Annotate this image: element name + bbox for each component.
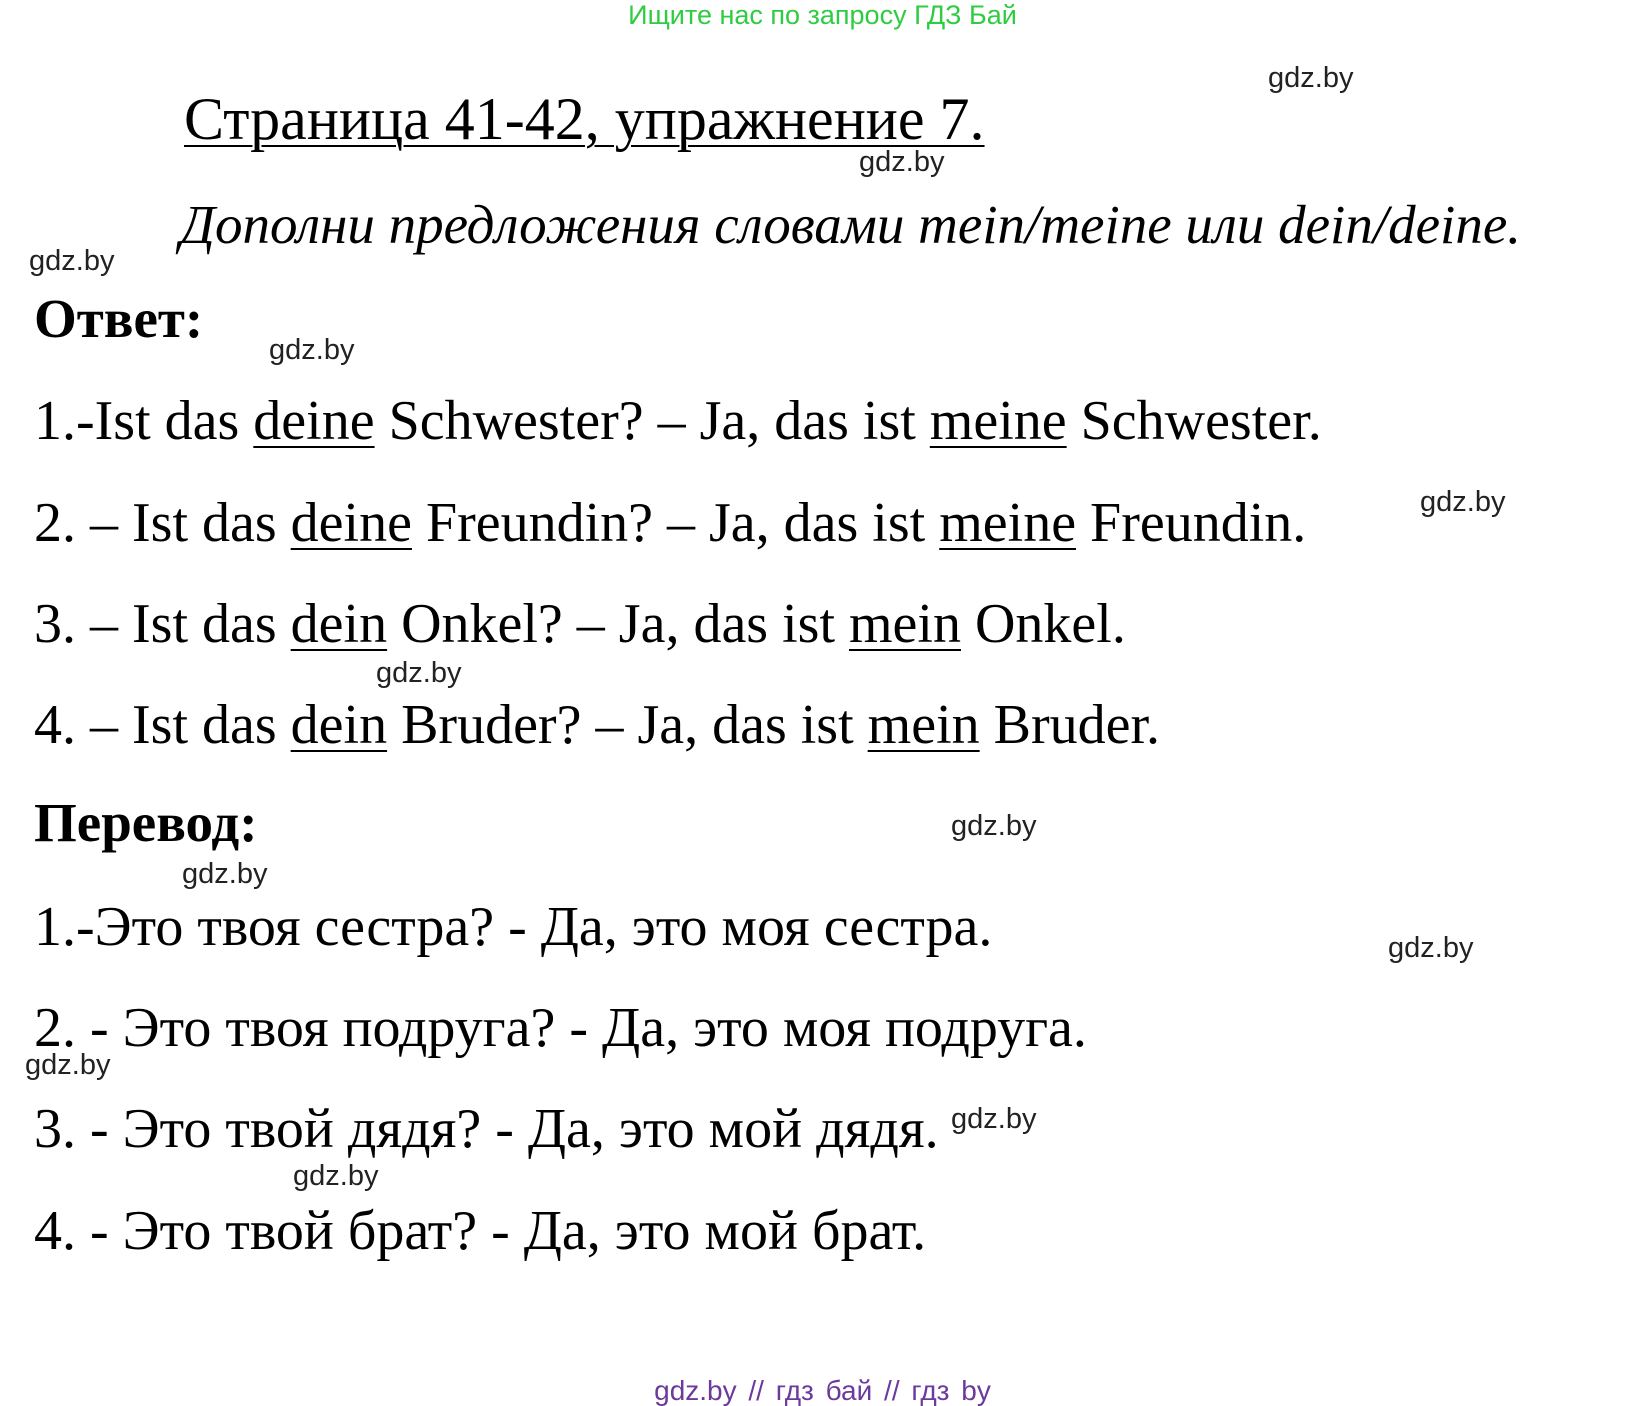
- watermark: gdz.by: [1420, 486, 1506, 518]
- watermark: gdz.by: [951, 810, 1037, 842]
- answer-line-4: 4. – Ist das dein Bruder? – Ja, das ist mein Bruder.: [34, 694, 1161, 756]
- answer-heading: Ответ:: [34, 288, 204, 349]
- filled-word: deine: [253, 390, 375, 452]
- page-title: Страница 41-42, упражнение 7.: [184, 86, 985, 152]
- watermark: gdz.by: [376, 657, 462, 689]
- filled-word: mein: [867, 694, 980, 756]
- translation-line-3: 3. - Это твой дядя? - Да, это мой дядя.: [34, 1098, 939, 1160]
- footer-banner: gdz.by // гдз бай // гдз by: [654, 1375, 991, 1406]
- filled-word: mein: [849, 593, 961, 655]
- answer-line-2: 2. – Ist das deine Freundin? – Ja, das ist meine Freundin.: [34, 492, 1307, 554]
- filled-word: dein: [290, 593, 388, 655]
- answer-line-3: 3. – Ist das dein Onkel? – Ja, das ist mein Onkel.: [34, 593, 1126, 655]
- watermark: gdz.by: [182, 858, 268, 890]
- watermark: gdz.by: [293, 1160, 379, 1192]
- filled-word: deine: [290, 492, 412, 554]
- translation-line-2: 2. - Это твоя подруга? - Да, это моя подруга.: [34, 997, 1087, 1059]
- translation-line-1: 1.-Это твоя сестра? - Да, это моя сестра.: [34, 896, 993, 958]
- watermark: gdz.by: [1388, 932, 1474, 964]
- top-search-banner: Ищите нас по запросу ГДЗ Бай: [628, 0, 1017, 30]
- answer-line-1: 1.-Ist das deine Schwester? – Ja, das ist meine Schwester.: [34, 390, 1322, 452]
- translation-heading: Перевод:: [34, 792, 258, 853]
- watermark: gdz.by: [859, 146, 945, 178]
- filled-word: meine: [939, 492, 1077, 554]
- watermark: gdz.by: [951, 1103, 1037, 1135]
- filled-word: meine: [929, 390, 1067, 452]
- watermark: gdz.by: [25, 1049, 111, 1081]
- translation-line-4: 4. - Это твой брат? - Да, это мой брат.: [34, 1200, 927, 1262]
- watermark: gdz.by: [269, 334, 355, 366]
- watermark: gdz.by: [1268, 62, 1354, 94]
- watermark: gdz.by: [29, 245, 115, 277]
- filled-word: dein: [290, 694, 388, 756]
- exercise-instruction: Дополни предложения словами mein/meine или dein/deine.: [180, 194, 1521, 255]
